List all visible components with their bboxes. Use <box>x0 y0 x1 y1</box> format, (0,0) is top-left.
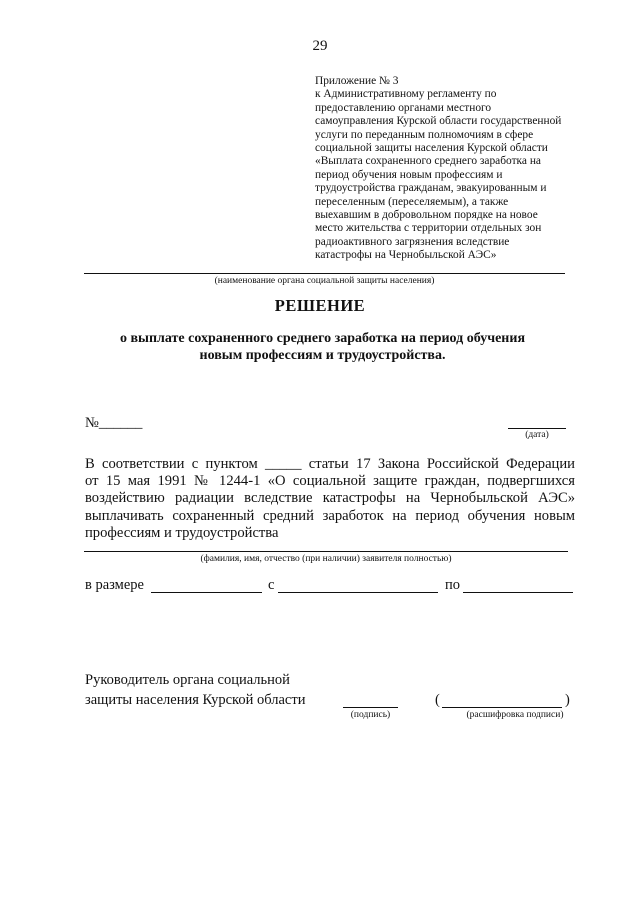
appendix-line: переселенным (переселяемым), а также <box>315 195 509 208</box>
body-line: В соответствии с пунктом _____ статьи 17 Закона Российской Федерации <box>85 456 575 472</box>
appendix-line: катастрофы на Чернобыльской АЭС» <box>315 249 497 262</box>
subtitle-line: новым профессиям и трудоустройства. <box>199 348 446 363</box>
amount-from-date-line[interactable] <box>278 592 438 593</box>
decode-close-paren: ) <box>565 692 570 708</box>
appendix-line: период обучения новым профессиям и <box>315 168 503 181</box>
date-caption: (дата) <box>525 430 549 440</box>
body-line: воздействию радиации вследствие катастрофы на Чернобыльской АЭС» <box>85 490 575 507</box>
body-paragraph <box>85 456 575 542</box>
amount-label: в размере <box>85 577 144 593</box>
appendix-block <box>315 75 615 263</box>
signature-caption: (подпись) <box>350 710 391 720</box>
body-line: выплачивать сохраненный средний заработок на период обучения новым <box>85 507 575 524</box>
page-number: 29 <box>312 38 328 54</box>
applicant-name-line[interactable] <box>84 551 568 552</box>
body-line: профессиям и трудоустройства <box>85 524 279 541</box>
organ-name-caption: (наименование органа социальной защиты населения) <box>214 276 435 286</box>
appendix-line: трудоустройства гражданам, эвакуированным и <box>315 182 547 195</box>
signatory-position-line: Руководитель органа социальной <box>85 672 290 688</box>
appendix-line: к Административному регламенту по <box>315 88 497 101</box>
appendix-line: выехавшим в добровольном порядке на новое <box>315 209 538 222</box>
signatory-position-line: защиты населения Курской области <box>85 692 306 708</box>
appendix-line: предоставлению органами местного <box>315 101 492 114</box>
document-title: РЕШЕНИЕ <box>274 296 366 315</box>
date-line[interactable] <box>508 428 566 429</box>
subtitle-line: о выплате сохраненного среднего заработка на период обучения <box>119 331 526 346</box>
appendix-line: Приложение № 3 <box>315 75 399 87</box>
amount-to-date-line[interactable] <box>463 592 573 593</box>
appendix-line: «Выплата сохраненного среднего заработка на <box>315 155 541 168</box>
signature-line[interactable] <box>343 707 398 708</box>
appendix-line: радиоактивного загрязнения вследствие <box>315 235 510 248</box>
amount-from-label: с <box>268 577 275 593</box>
decode-open-paren: ( <box>435 692 440 708</box>
applicant-name-caption: (фамилия, имя, отчество (при наличии) заявителя полностью) <box>200 554 452 564</box>
amount-to-label: по <box>445 577 461 593</box>
body-line: от 15 мая 1991 № 1244-1 «О социальной защите граждан, подвергшихся <box>85 473 575 490</box>
signature-decode-caption: (расшифровка подписи) <box>466 710 564 720</box>
document-subtitle <box>80 330 565 364</box>
organ-name-line[interactable] <box>84 273 565 274</box>
amount-input-line[interactable] <box>151 592 262 593</box>
signature-decode-line[interactable] <box>442 707 562 708</box>
appendix-line: услуги по переданным полномочиям в сфере <box>315 128 534 141</box>
decision-number-field[interactable]: №______ <box>85 415 143 431</box>
appendix-line: место жительства с территории отдельных зон <box>315 222 542 235</box>
appendix-line: социальной защиты населения Курской области <box>315 142 548 155</box>
appendix-line: самоуправления Курской области государственной <box>315 115 562 128</box>
